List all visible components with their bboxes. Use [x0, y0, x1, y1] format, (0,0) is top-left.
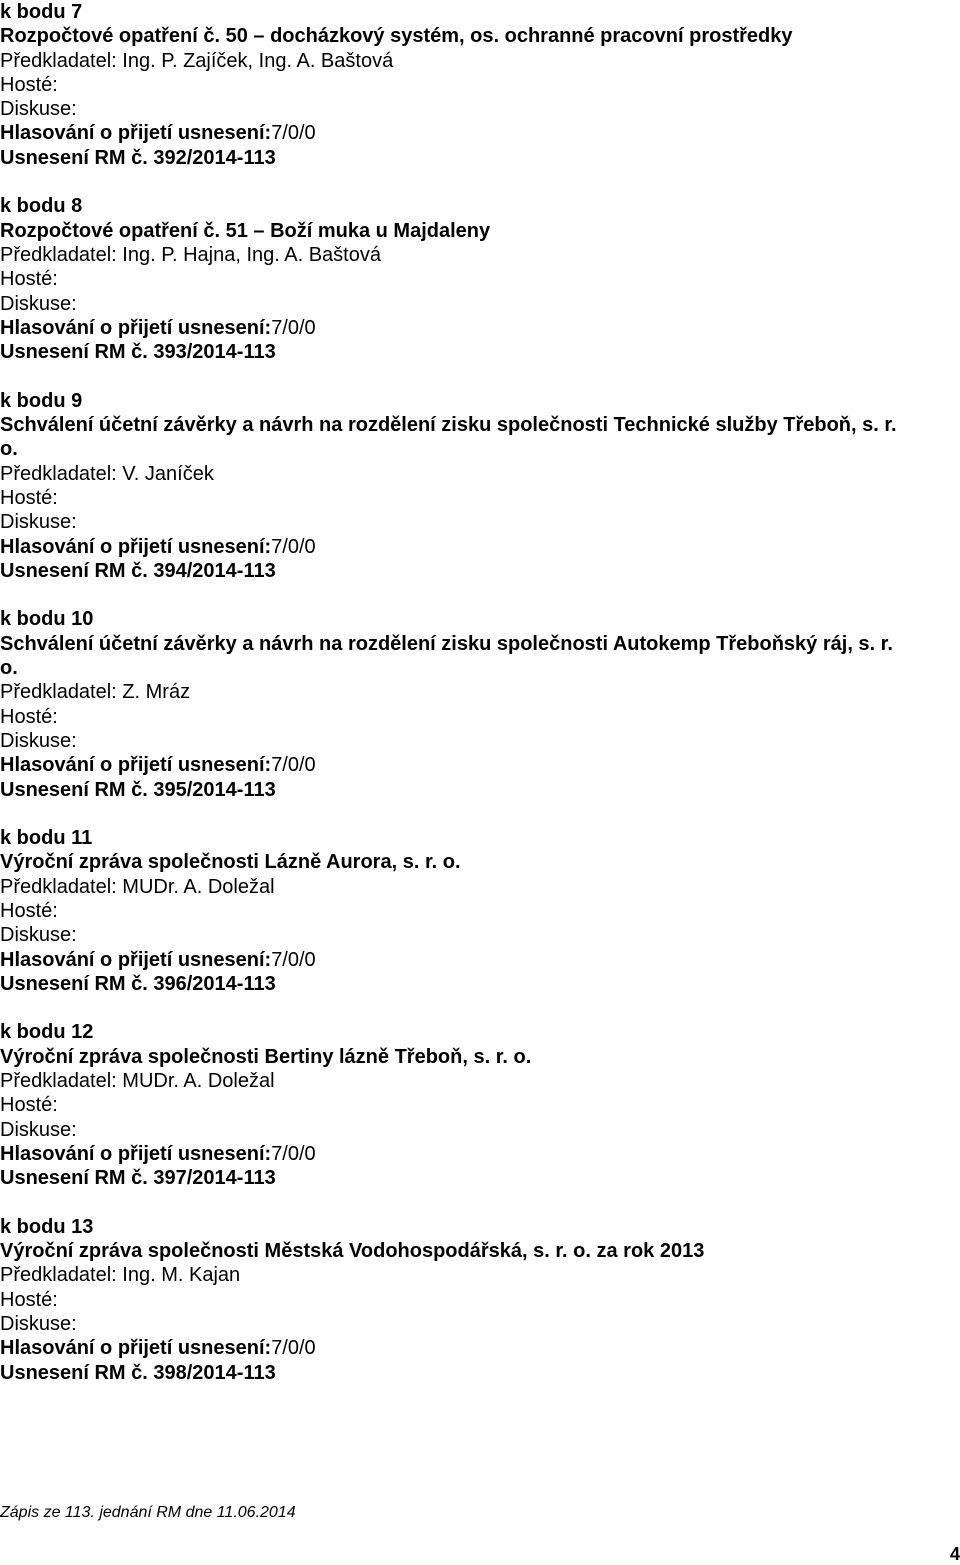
hlasovani-value: 7/0/0: [271, 535, 316, 558]
hlasovani-label: Hlasování o přijetí usnesení:: [0, 948, 272, 971]
agenda-item: [0, 1215, 960, 1385]
item-predkladatel: Předkladatel: MUDr. A. Doležal: [0, 1070, 275, 1093]
item-heading: k bodu 7: [0, 1, 83, 23]
hlasovani-value: 7/0/0: [271, 754, 316, 777]
item-title: Schválení účetní závěrky a návrh na rozdělení zisku společnosti Technické služby Třeboň, s. r. o.: [0, 414, 897, 461]
hlasovani-label: Hlasování o přijetí usnesení:: [0, 1142, 272, 1165]
item-hlasovani: [0, 1142, 960, 1166]
item-hoste: Hosté:: [0, 1094, 58, 1117]
item-hoste: Hosté:: [0, 899, 58, 922]
hlasovani-label: Hlasování o přijetí usnesení:: [0, 122, 272, 145]
item-diskuse: Diskuse:: [0, 292, 77, 315]
item-hlasovani: [0, 948, 960, 972]
item-hoste: Hosté:: [0, 486, 58, 509]
hlasovani-value: 7/0/0: [271, 316, 316, 339]
item-usneseni: Usnesení RM č. 395/2014-113: [0, 778, 276, 801]
item-predkladatel: Předkladatel: Ing. P. Zajíček, Ing. A. Baštová: [0, 49, 394, 72]
item-title: Výroční zpráva společnosti Městská Vodohospodářská, s. r. o. za rok 2013: [0, 1240, 705, 1263]
item-hoste: Hosté:: [0, 73, 58, 96]
item-heading: k bodu 8: [0, 195, 83, 218]
item-gap: [0, 170, 960, 194]
hlasovani-label: Hlasování o přijetí usnesení:: [0, 1337, 272, 1360]
item-diskuse: Diskuse:: [0, 924, 77, 947]
item-predkladatel: Předkladatel: V. Janíček: [0, 462, 214, 485]
hlasovani-label: Hlasování o přijetí usnesení:: [0, 316, 272, 339]
item-title: Schválení účetní závěrky a návrh na rozdělení zisku společnosti Autokemp Třeboňský ráj, s. r. o.: [0, 632, 893, 680]
item-hlasovani: [0, 121, 960, 145]
item-hoste: Hosté:: [0, 1288, 58, 1311]
agenda-item: [0, 826, 960, 1020]
hlasovani-value: 7/0/0: [271, 1142, 316, 1165]
agenda-item: [0, 389, 960, 608]
item-gap: [0, 583, 960, 607]
item-usneseni: Usnesení RM č. 393/2014-113: [0, 341, 276, 364]
item-heading: k bodu 12: [0, 1021, 94, 1044]
item-usneseni: Usnesení RM č. 397/2014-113: [0, 1167, 276, 1190]
item-usneseni: Usnesení RM č. 398/2014-113: [0, 1361, 276, 1384]
item-diskuse: Diskuse:: [0, 1313, 77, 1336]
item-predkladatel: Předkladatel: Ing. M. Kajan: [0, 1264, 241, 1287]
item-predkladatel: Předkladatel: Z. Mráz: [0, 681, 191, 704]
item-hlasovani: [0, 753, 960, 777]
item-title: Výroční zpráva společnosti Bertiny lázně Třeboň, s. r. o.: [0, 1045, 532, 1068]
item-heading: k bodu 9: [0, 389, 83, 412]
agenda-item: [0, 1020, 960, 1214]
item-hlasovani: [0, 535, 960, 559]
item-diskuse: Diskuse:: [0, 729, 77, 752]
item-predkladatel: Předkladatel: MUDr. A. Doležal: [0, 875, 275, 898]
hlasovani-label: Hlasování o přijetí usnesení:: [0, 754, 272, 777]
item-diskuse: Diskuse:: [0, 1118, 77, 1141]
item-hlasovani: [0, 316, 960, 340]
item-usneseni: Usnesení RM č. 392/2014-113: [0, 146, 276, 169]
page-number: 4: [949, 1544, 960, 1564]
item-title: Rozpočtové opatření č. 51 – Boží muka u Majdaleny: [0, 219, 491, 242]
hlasovani-value: 7/0/0: [271, 948, 316, 971]
agenda-item: [0, 607, 960, 826]
item-usneseni: Usnesení RM č. 396/2014-113: [0, 972, 276, 995]
item-usneseni: Usnesení RM č. 394/2014-113: [0, 559, 276, 582]
hlasovani-value: 7/0/0: [271, 122, 316, 145]
item-diskuse: Diskuse:: [0, 98, 77, 121]
item-gap: [0, 996, 960, 1020]
agenda-item: [0, 0, 960, 194]
item-heading: k bodu 13: [0, 1215, 94, 1238]
item-title: Výroční zpráva společnosti Lázně Aurora, s. r. o.: [0, 851, 461, 874]
item-title: Rozpočtové opatření č. 50 – docházkový systém, os. ochranné pracovní prostředky: [0, 25, 793, 48]
item-predkladatel: Předkladatel: Ing. P. Hajna, Ing. A. Baštová: [0, 243, 381, 266]
hlasovani-label: Hlasování o přijetí usnesení:: [0, 535, 272, 558]
page-footer: Zápis ze 113. jednání RM dne 11.06.2014: [0, 1504, 296, 1521]
item-diskuse: Diskuse:: [0, 511, 77, 534]
agenda-item: [0, 194, 960, 388]
item-gap: [0, 1191, 960, 1215]
item-hoste: Hosté:: [0, 268, 58, 291]
item-heading: k bodu 10: [0, 608, 94, 631]
hlasovani-value: 7/0/0: [271, 1337, 316, 1360]
item-gap: [0, 364, 960, 388]
item-heading: k bodu 11: [0, 827, 93, 850]
item-hlasovani: [0, 1336, 960, 1360]
item-hoste: Hosté:: [0, 705, 58, 728]
item-gap: [0, 802, 960, 826]
